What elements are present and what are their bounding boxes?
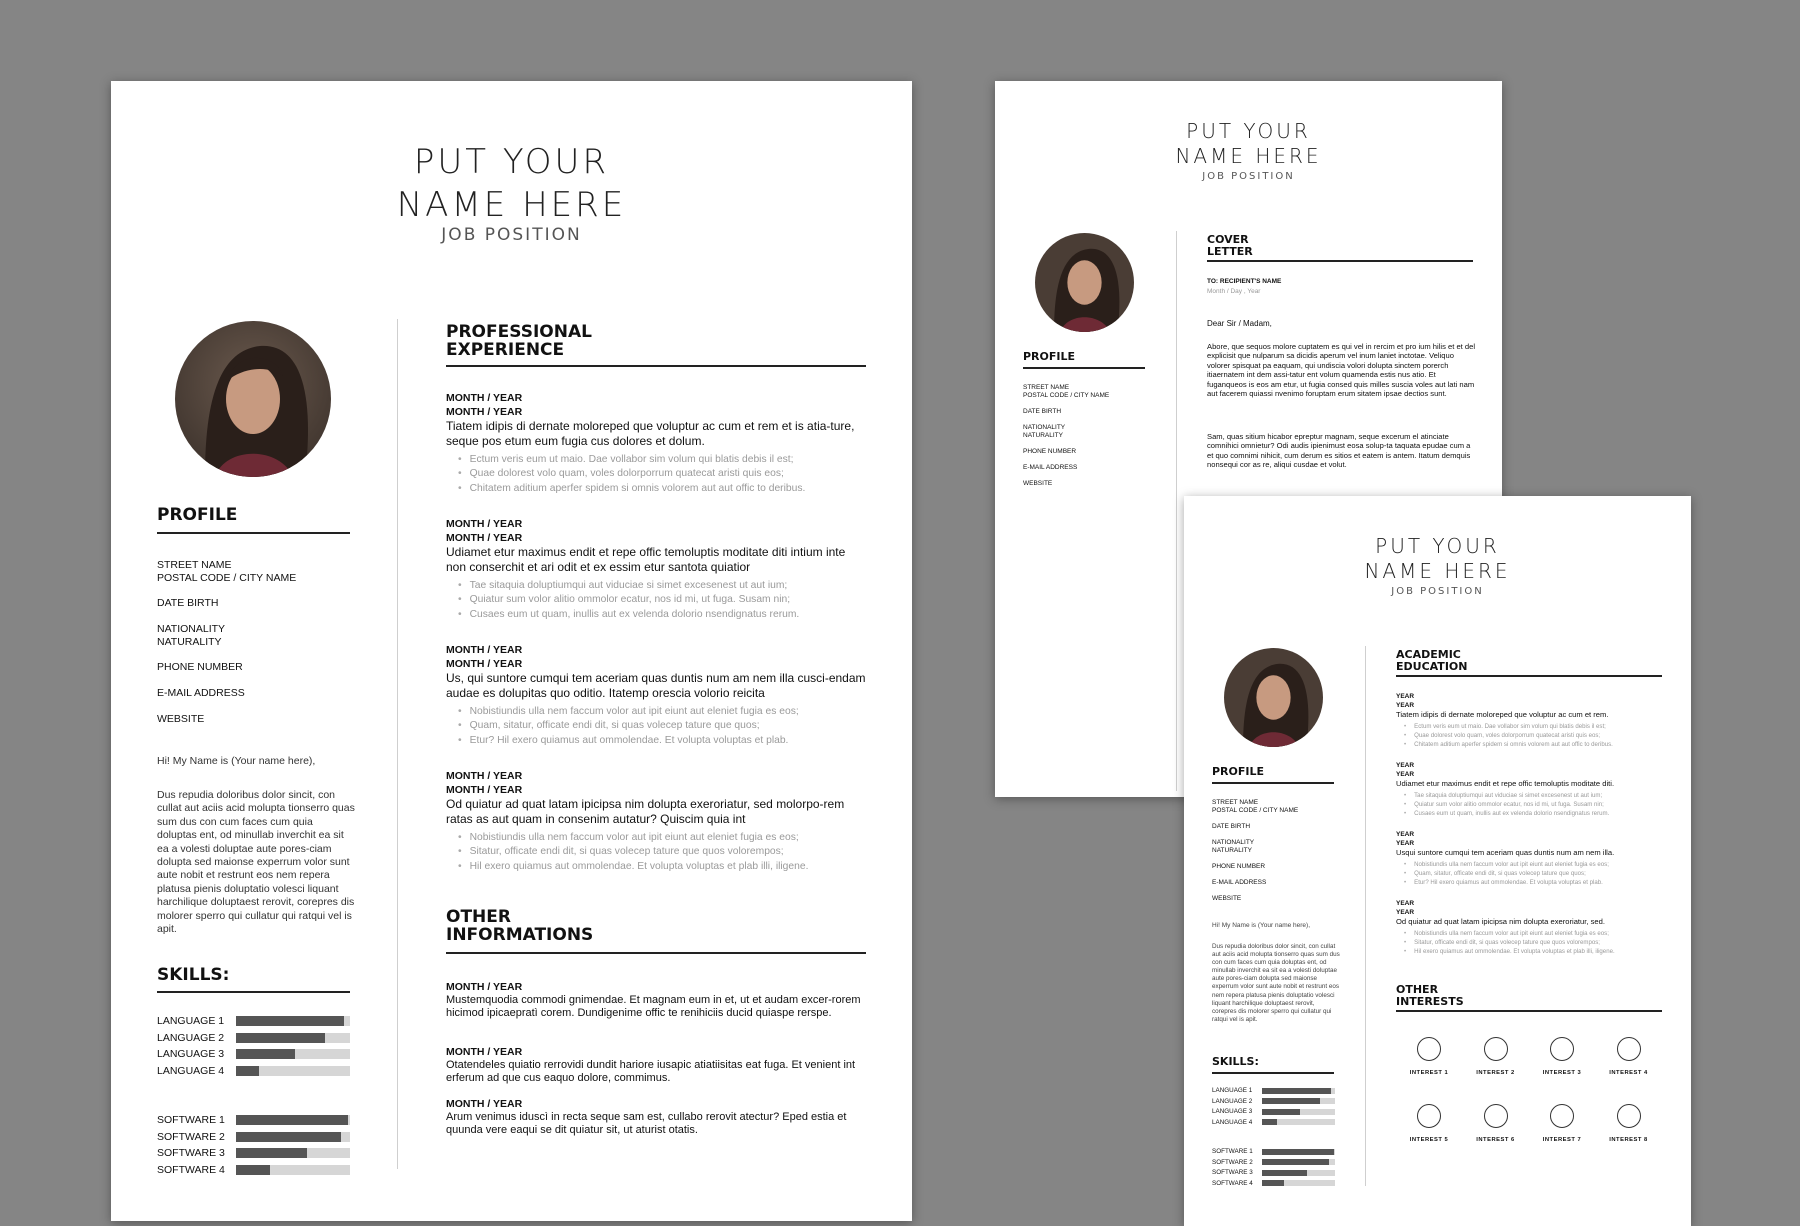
education-year-start: YEAR [1396,900,1415,907]
education-year-end: YEAR [1396,909,1415,916]
skill-label: LANGUAGE 4 [1212,1118,1253,1126]
resume-name [111,141,912,226]
skill-bar-fill [1262,1149,1334,1155]
experience-description: Udiamet etur maximus endit et repe offic temoluptis moditate diti intium inte non conserchit et ari odit et ex essim etur santota quiatior [446,545,846,574]
experience-bullets [446,579,868,622]
interests-heading [1396,984,1464,1007]
skill-row [1212,1098,1335,1105]
skill-bar [236,1016,350,1026]
education-bullet: • Nobistiundis ulla nem faccum volor aut ipit eiunt aut eleniet fugia es eos; [1404,861,1668,870]
experience-date-end: MONTH / YEAR [446,658,523,670]
skills-heading: SKILLS: [157,965,230,985]
skill-bar-fill [1262,1109,1300,1115]
skill-bar-fill [1262,1159,1329,1165]
cover-column-divider [1176,231,1177,791]
skill-row [1212,1119,1335,1126]
education-description: Od quiatur ad quat latam ipicipsa nim dolupta exeroriatur, sed. [1396,917,1605,926]
skill-row [1212,1087,1335,1094]
other-entry [446,1045,868,1086]
academic-job-position: JOB POSITION [1391,586,1484,597]
experience-bullet: • Tae sitaquia doluptiumqui aut viduciae si simet excesenest ut aut ium; [458,579,868,593]
education-year-start: YEAR [1396,831,1415,838]
education-heading-line-1: ACADEMIC [1396,648,1461,661]
experience-bullet: • Nobistiundis ulla nem faccum volor aut ipit eiunt aut eleniet fugia es eos; [458,831,868,845]
experience-bullet: • Sitatur, officate endi dit, si quas volecep tature que quos volorempos; [458,845,868,859]
education-bullet: • Nobistiundis ulla nem faccum volor aut ipit eiunt aut eleniet fugia es eos; [1404,930,1668,939]
academic-naturality: NATURALITY [1212,847,1252,854]
website: WEBSITE [157,713,205,725]
column-divider [397,319,398,1169]
education-bullets [1396,861,1668,887]
experience-date-start: MONTH / YEAR [446,518,523,530]
interest-icon [1484,1037,1508,1061]
skill-bar [1262,1119,1335,1125]
education-year-start: YEAR [1396,762,1415,769]
academic-nationality: NATIONALITY [1212,839,1255,846]
experience-description: Tiatem idipis di dernate moloreped que voluptur ac cum et rem et is atia-ture, seque pos etum eum fugia cus dolores et dolum. [446,419,855,448]
experience-bullet: • Etur? Hil exero quiamus aut ommolendae. Et volupta voluptas et plab. [458,734,868,748]
cover-profile-item: POSTAL CODE / CITY NAME [1023,392,1110,399]
cover-name-line-1: PUT YOUR [1186,119,1311,143]
education-bullets [1396,930,1668,956]
job-position: JOB POSITION [441,225,582,245]
skill-label: LANGUAGE 2 [1212,1097,1253,1105]
cover-profile-rule [1023,367,1145,369]
experience-bullet: • Quam, sitatur, officate endi dit, si quas volecep tature que quos; [458,719,868,733]
interest-icon [1550,1104,1574,1128]
skill-label: SOFTWARE 2 [1212,1158,1253,1166]
experience-entry [446,643,868,748]
interest-label: INTEREST 4 [1609,1070,1648,1076]
academic-profile-rule [1212,782,1334,784]
portrait-image [175,321,331,477]
skill-label: LANGUAGE 1 [157,1015,225,1027]
interest-icon [1617,1037,1641,1061]
interests-rule [1396,1010,1662,1012]
skill-bar-fill [236,1165,270,1175]
skill-label: SOFTWARE 3 [157,1147,225,1159]
skill-row [157,1147,350,1159]
nationality: NATIONALITY [157,623,226,635]
education-description: Tiatem idipis di dernate moloreped que voluptur ac cum et rem. [1396,710,1609,719]
resume-page [111,81,912,1221]
skill-bar [1262,1149,1335,1155]
interest-label: INTEREST 1 [1409,1070,1449,1076]
cover-profile-item: STREET NAME [1023,384,1070,391]
other-heading-line-2: INFORMATIONS [446,924,594,945]
skill-row [1212,1180,1335,1187]
skill-label: LANGUAGE 3 [157,1048,225,1060]
education-bullets [1396,723,1668,749]
letter-paragraph-2: Sam, quas sitium hicabor epreptur magnam, seque excerum el atinciate comnihici omnietur? Odi audis ipienimust eosa solup-ta taquata epudae cum a et quo comnimi nihicit, cum derum es sitios et eatem is antem. Itatum demquis nonsequi cor as re, aliqui cusdae et volut. [1207,432,1471,470]
postal-code: POSTAL CODE / CITY NAME [157,572,297,584]
email-address: E-MAIL ADDRESS [157,687,245,699]
skill-bar [236,1165,350,1175]
experience-date-end: MONTH / YEAR [446,406,523,418]
skill-row [1212,1108,1335,1115]
cover-profile-item: NATIONALITY [1023,424,1066,431]
skill-bar-fill [236,1115,348,1125]
education-heading [1396,649,1467,672]
experience-date-end: MONTH / YEAR [446,532,523,544]
experience-bullet: • Hil exero quiamus aut ommolendae. Et volupta voluptas et plab illi, iligene. [458,860,868,874]
skill-label: SOFTWARE 1 [1212,1148,1253,1155]
experience-bullet: • Quae dolorest volo quam, voles dolorporrum quatecat aristi quis eos; [458,467,868,481]
experience-bullet: • Cusaes eum ut quam, inullis aut ex velenda dolorio nsendignatus rerum. [458,608,868,622]
skill-bar [1262,1170,1335,1176]
other-description: Mustemquodia commodi gnimendae. Et magnam eum in et, ut et audam excer-rorem hicimod ipicaepratì corem. Dundigenime offic te renihiciis ducid quiaspe rerspe. [446,994,861,1020]
skill-bar-fill [1262,1170,1307,1176]
skill-bar-fill [1262,1088,1331,1094]
academic-profile-details [1212,799,1298,903]
experience-entry [446,517,868,622]
phone-number: PHONE NUMBER [157,661,243,673]
education-bullet: • Hil exero quiamus aut ommolendae. Et volupta voluptas et plab illi, iligene. [1404,948,1668,957]
street-name: STREET NAME [157,559,232,571]
academic-date-birth: DATE BIRTH [1212,823,1251,830]
skill-label: LANGUAGE 4 [157,1064,225,1077]
education-bullet: • Sitatur, officate endi dit, si quas volecep tature que quos volorempos; [1404,939,1668,948]
interest-label: INTEREST 3 [1542,1070,1582,1076]
cover-title-line-2: LETTER [1207,244,1253,258]
salutation: Dear Sir / Madam, [1207,319,1272,328]
cover-letter-heading [1207,234,1253,257]
skill-row [157,1015,350,1027]
academic-page [1184,496,1691,1226]
skill-bar [236,1115,350,1125]
cover-portrait-image [1035,233,1134,332]
skill-bar-fill [236,1033,325,1043]
interest-label: INTEREST 8 [1609,1137,1648,1143]
skill-label: LANGUAGE 1 [1212,1087,1253,1094]
skill-bar [236,1066,350,1076]
education-rule [1396,675,1662,677]
other-rule [446,952,866,954]
interests-heading-line-2: INTERESTS [1396,994,1464,1008]
experience-date-start: MONTH / YEAR [446,644,523,656]
experience-bullet: • Chitatem aditium aperfer spidem si omnis volorem aut aut offic to deribus. [458,482,868,496]
profile-details [157,559,296,726]
other-date: MONTH / YEAR [446,1046,523,1058]
profile-heading: PROFILE [157,505,238,525]
interest-icon [1484,1104,1508,1128]
cover-name-line-2: NAME HERE [1175,144,1322,168]
cover-profile-item: WEBSITE [1023,480,1053,487]
education-heading-line-2: EDUCATION [1396,659,1468,673]
skill-bar-fill [1262,1119,1277,1125]
education-bullet: • Tae sitaquia doluptiumqui aut viduciae si simet excesenest ut aut ium; [1404,792,1668,801]
other-entry [446,1097,868,1138]
skill-label: SOFTWARE 4 [157,1163,225,1176]
other-description: Otatendeles quiatio rerrovidi dundit hariore iusapic atiatiisitas eat fuga. Et venient int erferum ad que cus eaquo dolore, commimus. [446,1059,856,1085]
education-year-start: YEAR [1396,693,1415,700]
date-birth: DATE BIRTH [157,597,219,609]
education-bullets [1396,792,1668,818]
academic-profile-heading: PROFILE [1212,765,1265,778]
education-entry [1396,830,1668,887]
experience-rule [446,365,866,367]
skill-bar [236,1148,350,1158]
interest-label: INTEREST 7 [1542,1137,1582,1143]
experience-bullets [446,453,868,496]
skill-bar-fill [236,1049,295,1059]
experience-heading-line-1: PROFESSIONAL [446,322,592,342]
interest-icon [1550,1037,1574,1061]
greeting: Hi! My Name is (Your name here), [157,755,316,767]
experience-description: Us, qui suntore cumqui tem aceriam quas duntis num am nem illa cusci-endam audae es dolupitas quo oditio. Itatemp orescia volorio reicita [446,671,866,700]
other-heading-line-1: OTHER [446,907,511,927]
experience-date-start: MONTH / YEAR [446,770,523,782]
interest-label: INTEREST 5 [1409,1137,1449,1143]
skill-bar-fill [236,1132,341,1142]
cover-photo [1035,233,1134,332]
education-description: Usqui suntore cumqui tem aceriam quas duntis num am nem illa. [1396,848,1615,857]
academic-bio: Dus repudia doloribus dolor sincit, con cullat aut aciis acid molupta tionserro quas sum dus con cum faces cum quia doluptas ent, od minullab inverchit ea sit ea a volesti doluptae aute pores-ciam dolupta sed maionse experrum volor sunt aute nobit et restrunt eos nem repera platusa pienis doluptatio volesci liquant harchilique doluptaest rerovit, corepres dis molorer sperro qui cullatur qui ratqui vel is apit. [1212,943,1340,1023]
skill-row [157,1048,350,1060]
experience-bullets [446,831,868,874]
education-bullet: • Quam, sitatur, officate endi dit, si quas volecep tature que quos; [1404,870,1668,879]
other-entry [446,980,868,1021]
recipient-name: TO: RECIPIENT'S NAME [1207,278,1282,285]
academic-photo [1224,648,1323,747]
education-bullet: • Cusaes eum ut quam, inullis aut ex velenda dolorio nsendignatus rerum. [1404,810,1668,819]
skill-bar-fill [1262,1180,1284,1186]
education-description: Udiamet etur maximus endit et repe offic temoluptis moditate diti. [1396,779,1615,788]
skill-bar-fill [236,1066,259,1076]
academic-postal: POSTAL CODE / CITY NAME [1212,807,1299,814]
academic-email: E-MAIL ADDRESS [1212,879,1267,886]
letter-paragraph-1: Abore, que sequos molore cuptatem es qui vel in rercim et pro ium hilis et et del explicisit que nulparum sa dicidis aperum vel inum laniet inctotae. Veliquo volorer spisquat pa eaquam, qui undiscia volori dolupta sinctem porerch itiaernatem int dem assi-tatur ent volum quamenda estis nus atio. Et fuganqueos is eos am etur, ut fugia consed quis milles suscia voles aut lati nam aut facerem quiassi nvenimo foruptam erum sitatem ipsae dectios sunt. [1207,342,1476,399]
cover-job-position: JOB POSITION [1202,171,1295,182]
interest-icon [1617,1104,1641,1128]
academic-greeting: Hi! My Name is (Your name here), [1212,922,1311,929]
skill-bar [236,1033,350,1043]
education-year-end: YEAR [1396,771,1415,778]
cover-title-line-1: COVER [1207,233,1249,246]
academic-skills-rule [1212,1072,1334,1074]
other-description: Arum venimus iduscì in recta seque sam est, cullabo rerovit atectur? Eped estia et quunda vere eaqui se dit quiatur sit, ut aturist otatis. [446,1111,847,1137]
interest-label: INTEREST 2 [1476,1070,1515,1076]
skill-bar [1262,1109,1335,1115]
skill-label: SOFTWARE 2 [157,1130,225,1143]
cover-profile-item: DATE BIRTH [1023,408,1062,415]
skill-row [157,1065,350,1077]
other-date: MONTH / YEAR [446,1098,523,1110]
experience-description: Od quiatur ad quat latam ipicipsa nim dolupta exeroriatur, sed molorpo-rem ratas as aut quam in consenim autatur? Quiscim quia int [446,797,845,826]
skill-row [1212,1148,1335,1155]
skill-bar [236,1049,350,1059]
naturality: NATURALITY [157,636,222,648]
letter-date: Month / Day , Year [1207,288,1261,295]
interest-icon [1417,1104,1441,1128]
name-line-2: NAME HERE [396,184,627,225]
skill-bar [1262,1159,1335,1165]
interest-icon [1417,1037,1441,1061]
academic-phone: PHONE NUMBER [1212,863,1266,870]
academic-column-divider [1365,646,1366,1186]
education-bullet: • Chitatem aditium aperfer spidem si omnis volorem aut aut offic to deribus. [1404,741,1668,750]
experience-date-end: MONTH / YEAR [446,784,523,796]
skill-row [157,1131,350,1143]
education-bullet: • Quae dolorest volo quam, voles dolorporrum quatecat aristi quis eos; [1404,732,1668,741]
education-entry [1396,761,1668,818]
cover-letter-rule [1207,260,1473,262]
skill-row [157,1032,350,1044]
skill-bar-fill [236,1148,307,1158]
academic-skills-heading: SKILLS: [1212,1055,1259,1068]
name-line-1: PUT YOUR [413,142,610,182]
skill-label: LANGUAGE 2 [157,1031,225,1044]
skill-bar-fill [236,1016,344,1026]
interest-label: INTEREST 6 [1476,1137,1515,1143]
skill-label: LANGUAGE 3 [1212,1108,1253,1115]
academic-website: WEBSITE [1212,895,1242,902]
skill-bar-fill [1262,1098,1320,1104]
experience-heading [446,324,592,360]
education-bullet: • Quiatur sum volor alitio ommolor ecatur, nos id mi, ut fuga. Susam nin; [1404,801,1668,810]
cover-profile-item: PHONE NUMBER [1023,448,1077,455]
experience-bullets [446,705,868,748]
academic-portrait-image [1224,648,1323,747]
cover-profile-item: NATURALITY [1023,432,1063,439]
academic-name-line-2: NAME HERE [1364,559,1511,583]
academic-street: STREET NAME [1212,799,1259,806]
bio-text: Dus repudia doloribus dolor sincit, con cullat aut aciis acid molupta tionserro quas sum dus con cum faces cum quia doluptas ent, od minullab inverchit ea sit ea a volesti doluptae aute pores-ciam dolupta sed maionse experrum volor sunt aute nobit et restrunt eos nem repera platusa pienis doluptatio volesci liquant harchilique doluptaest rerovit, corepres dis molorer sperro qui cullatur qui ratqui vel is apit. [157,789,355,936]
skill-bar [1262,1088,1335,1094]
academic-name-line-1: PUT YOUR [1375,534,1500,558]
education-year-end: YEAR [1396,840,1415,847]
skill-label: SOFTWARE 3 [1212,1169,1253,1176]
experience-bullet: • Nobistiundis ulla nem faccum volor aut ipit eiunt aut eleniet fugia es eos; [458,705,868,719]
skill-row [157,1164,350,1176]
skill-label: SOFTWARE 1 [157,1114,225,1126]
cover-profile-heading: PROFILE [1023,350,1076,363]
profile-photo [175,321,331,477]
interests-heading-line-1: OTHER [1396,983,1439,996]
skill-row [1212,1159,1335,1166]
skill-row [157,1114,350,1126]
education-year-end: YEAR [1396,702,1415,709]
experience-bullet: • Ectum veris eum ut maio. Dae vollabor sim volum qui blatis debis il est; [458,453,868,467]
experience-entry [446,769,868,874]
education-bullet: • Ectum veris eum ut maio. Dae vollabor sim volum qui blatis debis il est; [1404,723,1668,732]
skill-bar [1262,1180,1335,1186]
skill-bar [236,1132,350,1142]
experience-entry [446,391,868,496]
education-bullet: • Etur? Hil exero quiamus aut ommolendae. Et volupta voluptas et plab. [1404,879,1668,888]
cover-name [995,119,1502,169]
skills-rule [157,991,350,993]
academic-name [1184,534,1691,584]
experience-bullet: • Quiatur sum volor alitio ommolor ecatur, nos id mi, ut fuga. Susam nin; [458,593,868,607]
experience-date-start: MONTH / YEAR [446,392,523,404]
education-entry [1396,899,1668,956]
education-entry [1396,692,1668,749]
experience-heading-line-2: EXPERIENCE [446,339,565,360]
other-date: MONTH / YEAR [446,981,523,993]
skill-row [1212,1169,1335,1176]
skill-bar [1262,1098,1335,1104]
other-informations-heading [446,909,593,945]
profile-rule [157,532,350,534]
skill-label: SOFTWARE 4 [1212,1179,1253,1187]
cover-profile-item: E-MAIL ADDRESS [1023,464,1078,471]
